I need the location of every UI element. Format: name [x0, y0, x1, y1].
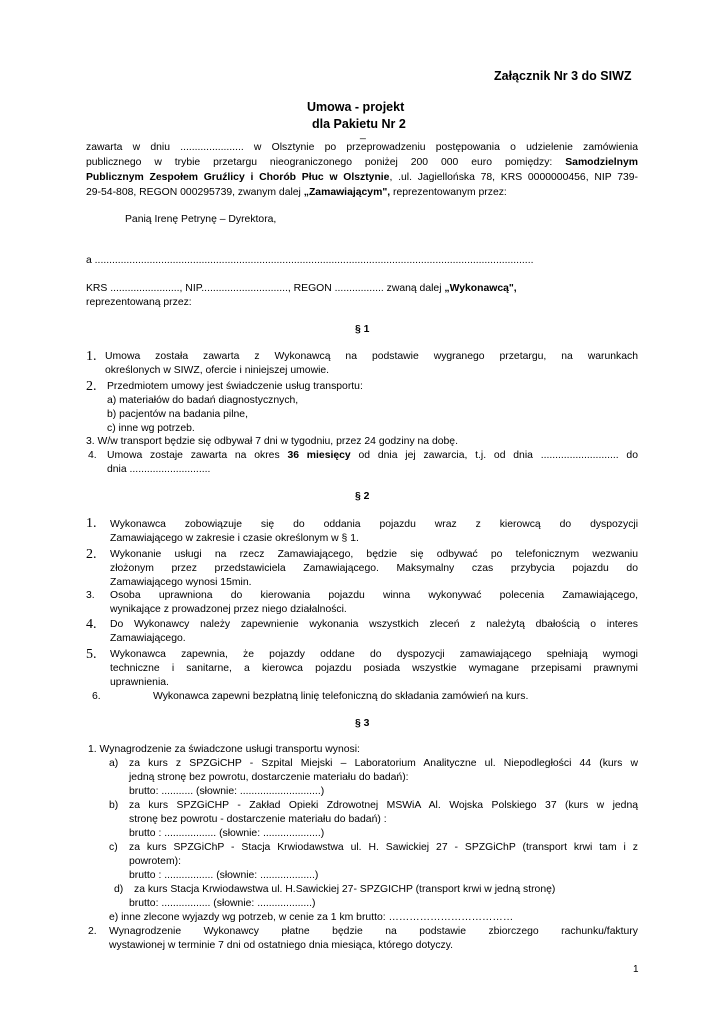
section-2-heading: § 2	[355, 491, 370, 502]
s2-p6-line1: Wykonawca zapewni bezpłatną linię telefoniczną do składania zamówień na kurs.	[153, 691, 529, 702]
s2-p4-line2: Zamawiającego.	[110, 633, 186, 644]
s1-p1-line1: Umowa została zawarta z Wykonawcą na podstawie wygranego przetargu, na warunkach	[105, 351, 638, 362]
intro-line-3: Publicznym Zespołem Gruźlicy i Chorób Płuc w Olsztynie, .ul. Jagiellońska 78, KRS 0000000456, NIP 739-	[86, 172, 638, 183]
s1-p2-line1: Przedmiotem umowy jest świadczenie usług transportu:	[107, 381, 363, 392]
s3-p2-line1: Wynagrodzenie Wykonawcy płatne będzie na podstawie zbiorczego rachunku/faktury	[109, 926, 638, 937]
s3-a-line2: jedną stronę bez powrotu, dostarczenie materiału do badań):	[129, 772, 409, 783]
intro-line-1: zawarta w dniu ...................... w Olsztynie po przeprowadzeniu postępowania o udzielenie zamówienia	[86, 142, 638, 153]
s2-p1-line2: Zamawiającego w zakresie i czasie określonym w § 1.	[110, 533, 359, 544]
s3-a-line3: brutto: ........... (słownie: ............................)	[129, 786, 325, 797]
s3-c-line3: brutto : ................. (słownie: ...................)	[129, 870, 319, 881]
s1-p2-number: 2.	[86, 379, 97, 394]
s2-p4-number: 4.	[86, 617, 97, 632]
s3-p1: 1. Wynagrodzenie za świadczone usługi transportu wynosi:	[88, 744, 360, 755]
s1-p4-line2: dnia ............................	[107, 464, 211, 475]
s3-p2-number: 2.	[88, 926, 97, 937]
title-line-1: Umowa - projekt	[307, 100, 405, 114]
s2-p5-line2: techniczne i sanitarne, a kierowca pojazdu posiada wszystkie wymagane przepisami prawnymi	[110, 663, 638, 674]
s3-c-label: c)	[109, 842, 118, 853]
representative: Panią Irenę Petrynę – Dyrektora,	[125, 214, 277, 225]
title-dash: _	[360, 129, 366, 140]
contractor-representation: reprezentowaną przez:	[86, 297, 192, 308]
s3-a-label: a)	[109, 758, 119, 769]
s3-b-line3: brutto : .................. (słownie: ....................)	[129, 828, 325, 839]
s3-a-line1: za kurs z SPZGiCHP - Szpital Miejski – Laboratorium Analityczne ul. Niepodległości 44 (kurs w	[129, 758, 638, 769]
intro-line-2: publicznego w trybie przetargu nieograniczonego poniżej 200 000 euro pomiędzy: Samodzielnym	[86, 157, 638, 168]
s2-p5-number: 5.	[86, 647, 97, 662]
s2-p3-number: 3.	[86, 590, 95, 601]
s3-e-line: e) inne zlecone wyjazdy wg potrzeb, w cenie za 1 km brutto: ………………………………	[109, 912, 514, 923]
s3-p2-line2: wystawionej w terminie 7 dni od ostatniego dnia miesiąca, którego dotyczy.	[109, 940, 454, 951]
s3-b-line1: za kurs SPZGiCHP - Zakład Opieki Zdrowotnej MSWiA Al. Wojska Polskiego 37 (kurs w jedną	[129, 800, 638, 811]
s2-p2-line2: złożonym przez przedstawiciela Zamawiającego. Maksymalny czas przybycia pojazdu do	[110, 563, 638, 574]
contractor-registry: KRS ........................, NIP.............................., REGON ................. zwaną dalej „Wykonawcą",	[86, 283, 517, 294]
title-line-2: dla Pakietu Nr 2	[312, 117, 406, 131]
s2-p6-number: 6.	[92, 691, 101, 702]
s2-p5-line1: Wykonawca zapewnia, że pojazdy oddane do dyspozycji zamawiającego spełniają wymogi	[110, 649, 638, 660]
s1-p2-item-b: b) pacjentów na badania pilne,	[107, 409, 248, 420]
s3-d-line1: za kurs Stacja Krwiodawstwa ul. H.Sawickiej 27- SPZGICHP (transport krwi w jedną stronę)	[134, 884, 556, 895]
s2-p2-line1: Wykonanie usługi na rzecz Zamawiającego, będzie się odbywać po telefonicznym wezwaniu	[110, 549, 638, 560]
s3-d-label: d)	[114, 884, 124, 895]
s3-c-line1: za kurs SPZGiChP - Stacja Krwiodawstwa ul. H. Sawickiej 27 - SPZGiChP (transport krwi tam i z	[129, 842, 638, 853]
s1-p4-line1: Umowa zostaje zawarta na okres 36 miesięcy od dnia jej zawarcia, t.j. od dnia ........................... do	[107, 450, 638, 461]
section-1-heading: § 1	[355, 324, 370, 335]
s1-p1-number: 1.	[86, 349, 97, 364]
s3-c-line2: powrotem):	[129, 856, 181, 867]
s3-d-line2: brutto: ................. (słownie: ...................)	[129, 898, 316, 909]
page-number: 1	[633, 964, 639, 975]
s2-p1-number: 1.	[86, 516, 97, 531]
s1-p3: 3. W/w transport będzie się odbywał 7 dni w tygodniu, przez 24 godziny na dobę.	[86, 436, 458, 447]
contractor-line: a ........................................................................................................................................................	[86, 255, 534, 266]
annex-label: Załącznik Nr 3 do SIWZ	[494, 69, 632, 83]
intro-line-4: 29-54-808, REGON 000295739, zwanym dalej „Zamawiającym", reprezentowanym przez:	[86, 187, 507, 198]
s3-b-label: b)	[109, 800, 119, 811]
s2-p3-line2: wynikające z prowadzonej przez niego działalności.	[110, 604, 347, 615]
s1-p4-number: 4.	[88, 450, 97, 461]
s1-p1-line2: określonych w SIWZ, ofercie i niniejszej umowie.	[105, 365, 330, 376]
s2-p3-line1: Osoba uprawniona do kierowania pojazdu winna wykonywać polecenia Zamawiającego,	[110, 590, 638, 601]
section-3-heading: § 3	[355, 718, 370, 729]
s1-p2-item-c: c) inne wg potrzeb.	[107, 423, 195, 434]
s2-p4-line1: Do Wykonawcy należy zapewnienie wykonania wszystkich zleceń z należytą dbałością o interes	[110, 619, 638, 630]
s2-p1-line1: Wykonawca zobowiązuje się do oddania pojazdu wraz z kierowcą do dyspozycji	[110, 519, 638, 530]
s1-p2-item-a: a) materiałów do badań diagnostycznych,	[107, 395, 299, 406]
s2-p2-line3: Zamawiającego wynosi 15min.	[110, 577, 252, 588]
s2-p2-number: 2.	[86, 547, 97, 562]
s2-p5-line3: uprawnienia.	[110, 677, 169, 688]
s3-b-line2: stronę bez powrotu - dostarczenie materiału do badań) :	[129, 814, 387, 825]
